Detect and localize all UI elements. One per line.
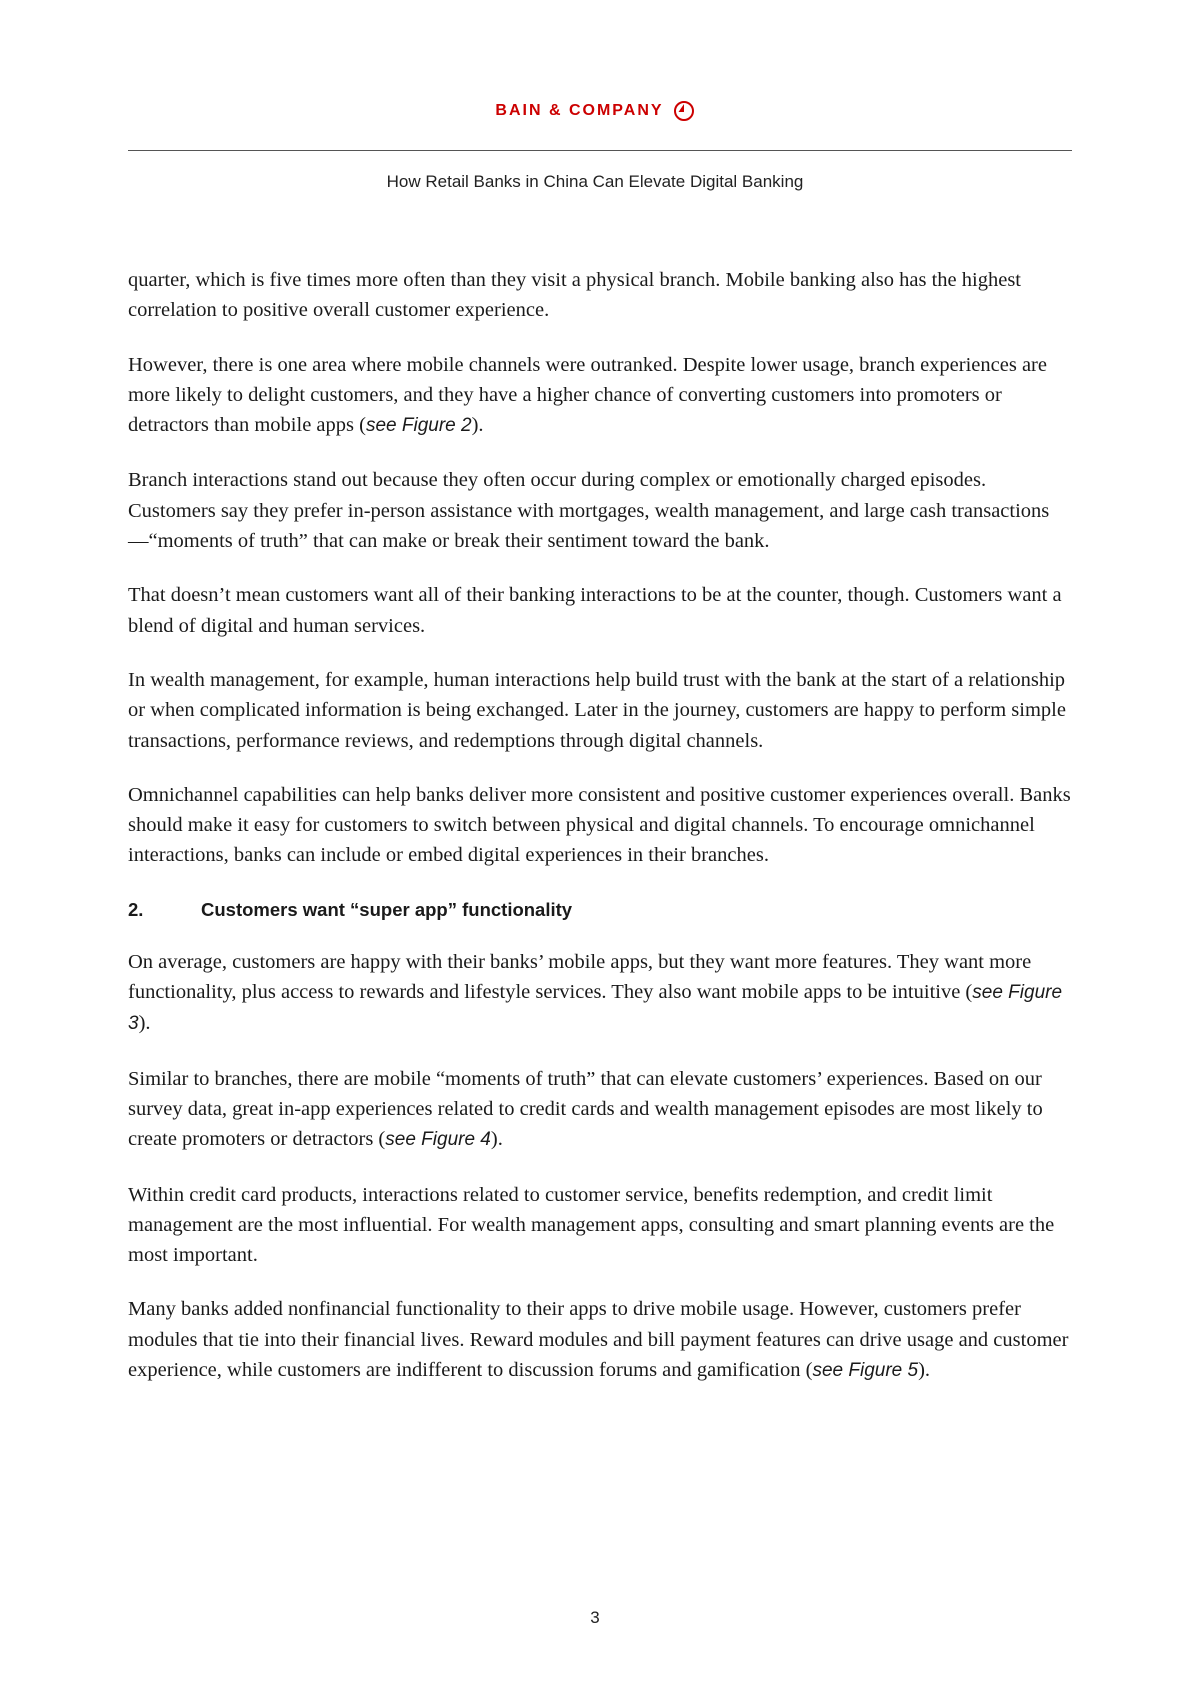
section-number: 2. — [128, 898, 144, 920]
page-number: 3 — [590, 1608, 600, 1627]
paragraph: However, there is one area where mobile channels were outranked. Despite lower usage, branch experiences are more likely to delight customers, and they have a higher chance of converting customers into promoters or detractors than mobile apps (see Figure 2). — [128, 353, 1047, 437]
article-body — [128, 265, 1078, 1410]
figure-reference: see Figure 5 — [812, 1360, 919, 1382]
paragraph: quarter, which is five times more often than they visit a physical branch. Mobile banking also has the highest correlation to positive overall customer experience. — [128, 269, 1021, 322]
paragraph: In wealth management, for example, human interactions help build trust with the bank at the start of a relationship or when complicated information is being exchanged. Later in the journey, customers are happy to perform simple transactions, performance reviews, and redemptions through digital channels. — [128, 668, 1066, 752]
figure-reference: see Figure 4 — [385, 1129, 491, 1151]
paragraph: Branch interactions stand out because they often occur during complex or emotionally charged episodes. Customers say they prefer in-person assistance with mortgages, wealth management, and large cash transactions—“moments of truth” that can make or break their sentiment toward the bank. — [128, 469, 1050, 553]
brand-logo — [495, 100, 694, 122]
paragraph: Many banks added nonfinancial functionality to their apps to drive mobile usage. However, customers prefer modules that tie into their financial lives. Reward modules and bill payment features can drive usage and customer experience, while customers are indifferent to discussion forums and gamification (see Figure 5). — [128, 1298, 1069, 1382]
figure-reference: see Figure 3 — [128, 982, 1063, 1035]
figure-reference: see Figure 2 — [365, 415, 472, 437]
paragraph: On average, customers are happy with their banks’ mobile apps, but they want more features. They want more functionality, plus access to rewards and lifestyle services. They also want mobile apps to be intuitive (see Figure 3). — [128, 950, 1063, 1035]
page-header — [0, 100, 1190, 122]
paragraph: Similar to branches, there are mobile “moments of truth” that can elevate customers’ experiences. Based on our survey data, great in-app experiences related to credit cards and wealth management episodes are most likely to create promoters or detractors (see Figure 4). — [128, 1067, 1043, 1151]
bain-logo-icon — [673, 100, 695, 122]
section-heading — [128, 895, 1078, 925]
header-divider — [128, 150, 1072, 151]
section-title: Customers want “super app” functionality — [201, 898, 573, 920]
paragraph: Within credit card products, interactions related to customer service, benefits redemption, and credit limit management are the most influential. For wealth management apps, consulting and smart planning events are the most important. — [128, 1183, 1055, 1267]
paragraph: Omnichannel capabilities can help banks deliver more consistent and positive customer experiences overall. Banks should make it easy for customers to switch between physical and digital channels. To encourage omnichannel interactions, banks can include or embed digital experiences in their branches. — [128, 783, 1071, 867]
brand-name: BAIN & COMPANY — [495, 102, 664, 119]
paragraph: That doesn’t mean customers want all of their banking interactions to be at the counter, though. Customers want a blend of digital and human services. — [128, 584, 1062, 637]
document-title: How Retail Banks in China Can Elevate Digital Banking — [386, 172, 804, 191]
